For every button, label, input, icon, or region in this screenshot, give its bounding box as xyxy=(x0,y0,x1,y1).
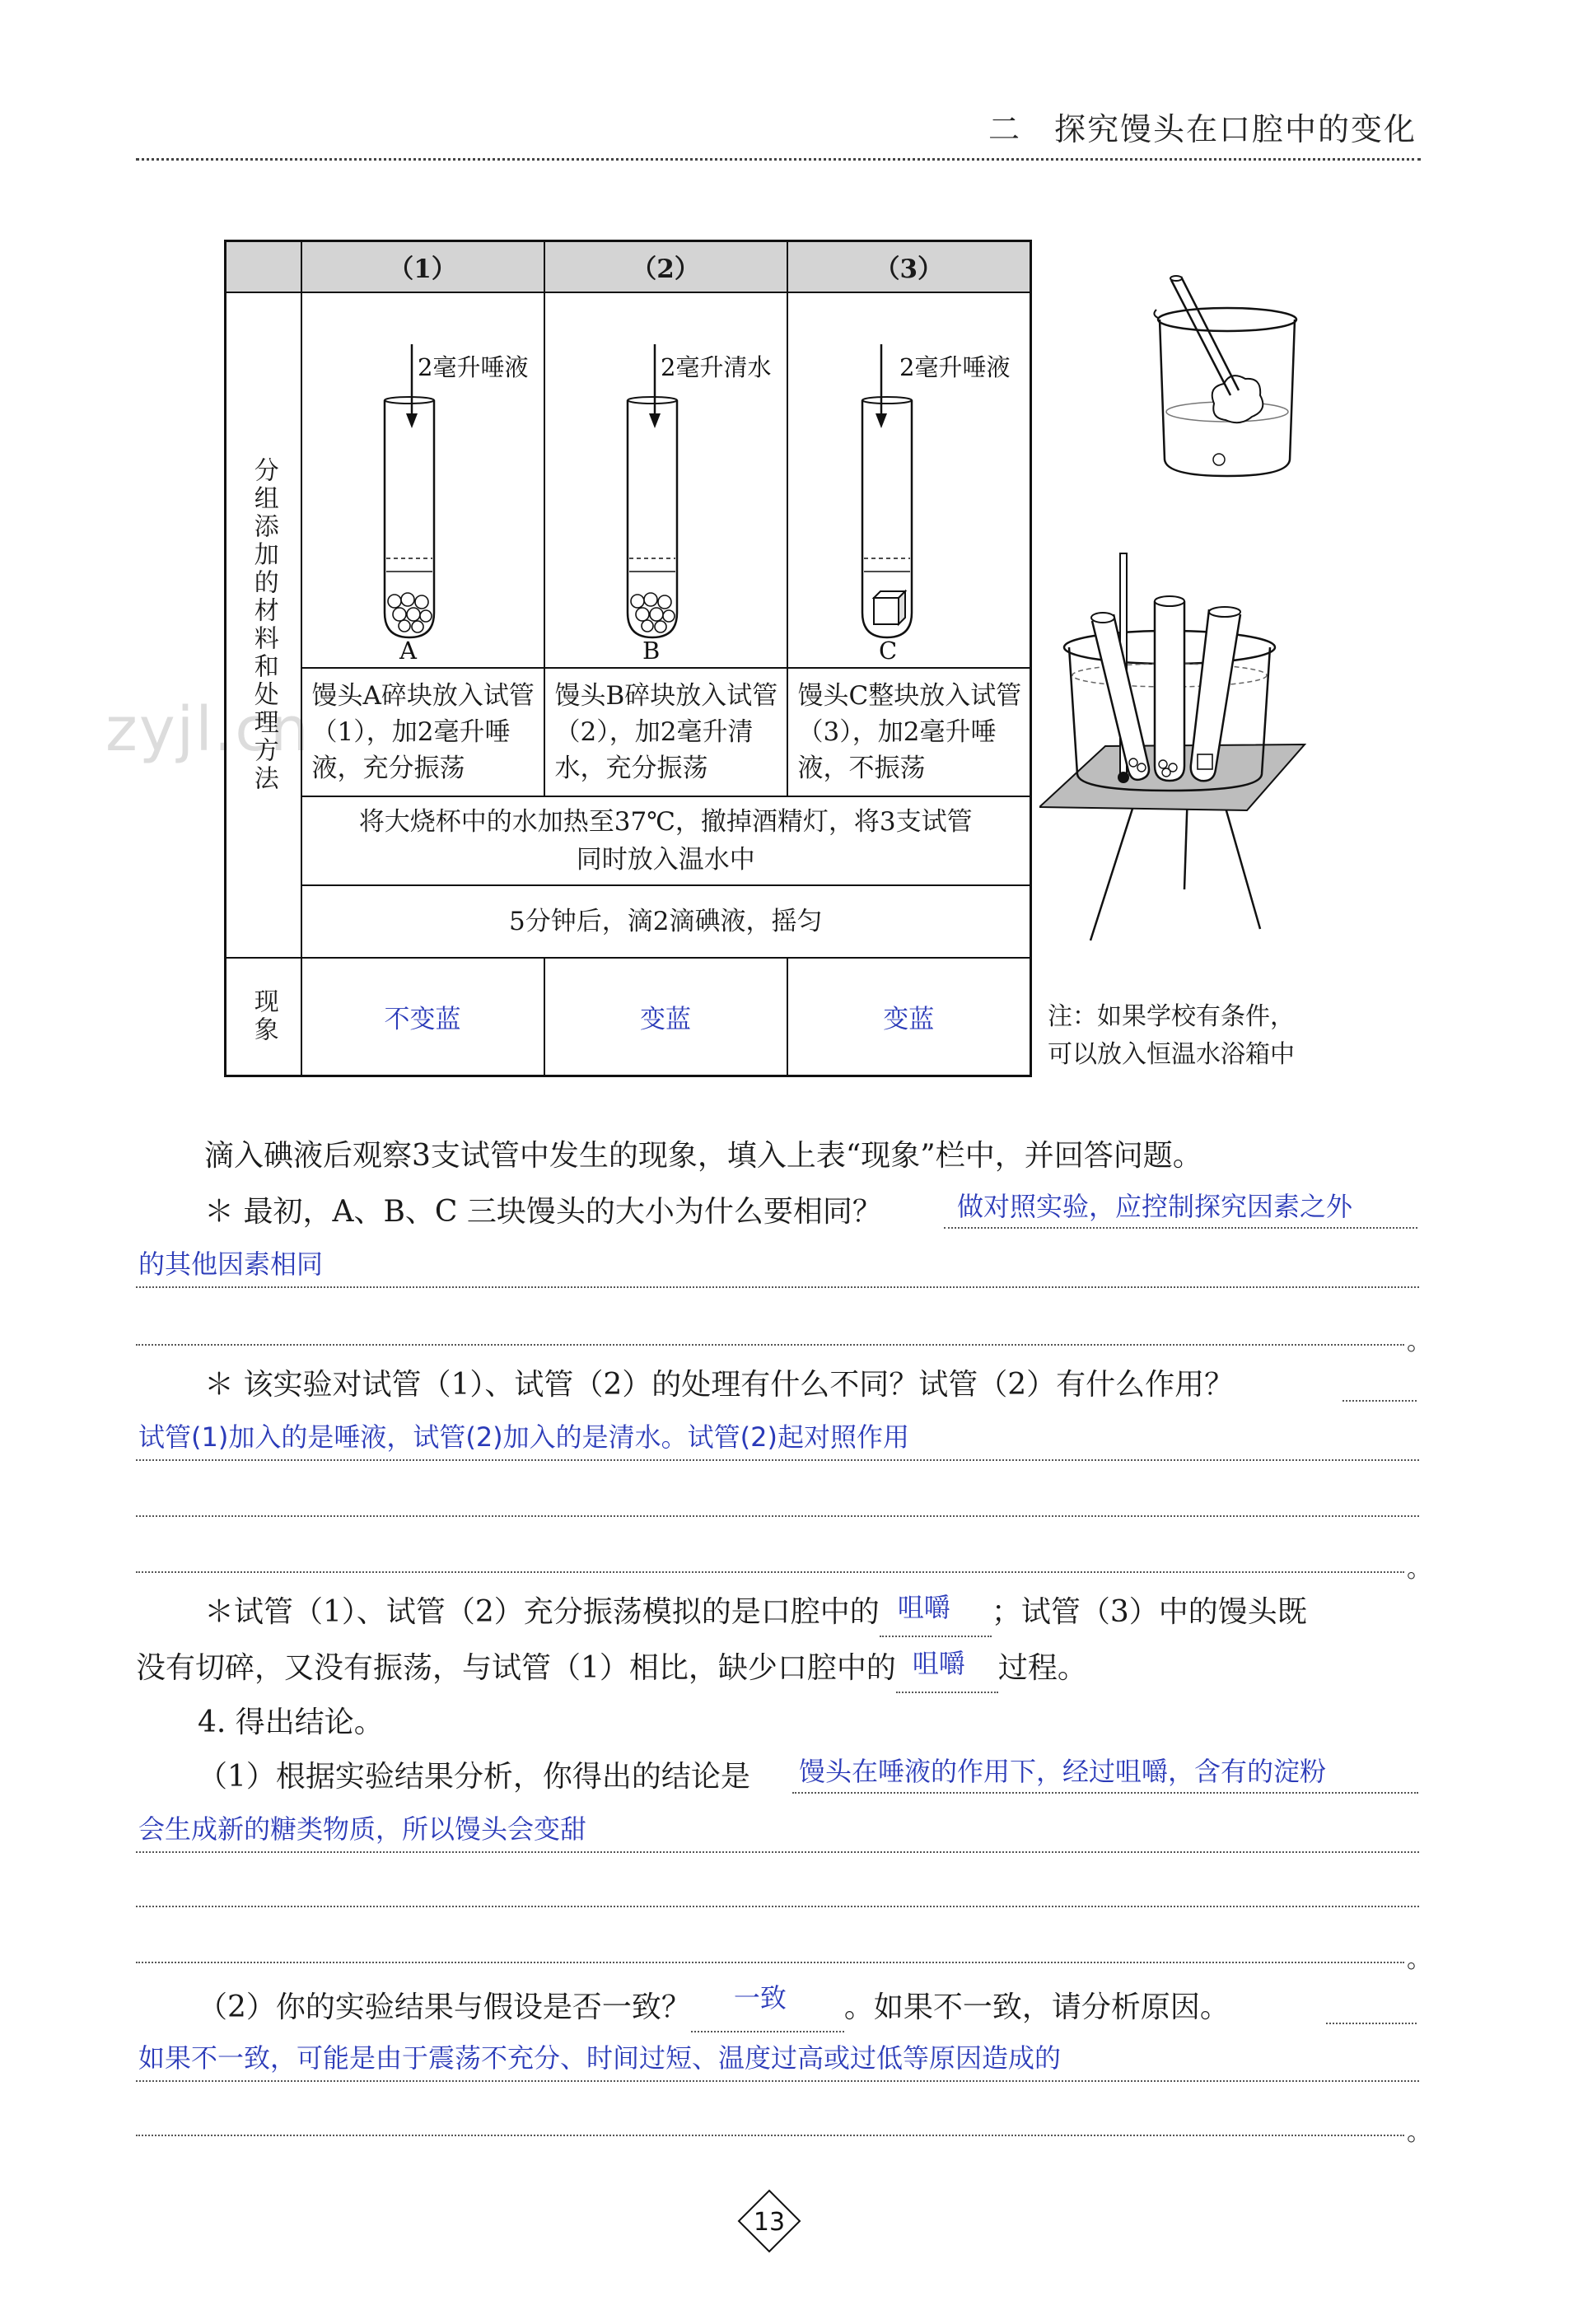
header-corner xyxy=(226,241,301,292)
consistency-blank[interactable] xyxy=(691,1982,844,2032)
question-3-part-4: 过程。 xyxy=(997,1651,1087,1685)
page-number: 13 xyxy=(753,2208,786,2237)
method-description-3: 馒头C整块放入试管（3），加2毫升唾液，不振荡 xyxy=(787,668,1031,796)
tube-cell-3 xyxy=(787,292,1031,668)
watermark: zyjl.cn xyxy=(105,694,311,765)
answer-line xyxy=(1326,2023,1417,2024)
test-tube-a-illustration xyxy=(302,293,545,667)
phenomenon-3: 变蓝 xyxy=(787,958,1031,1076)
answer-line xyxy=(136,1459,1419,1461)
answer-line xyxy=(136,2135,1404,2136)
phenomenon-1: 不变蓝 xyxy=(301,958,544,1076)
consistency-blank-answer: 一致 xyxy=(733,1982,787,2014)
answer-line xyxy=(136,1286,1419,1288)
test-tube-b-illustration xyxy=(545,293,788,667)
note-line-1: 注：如果学校有条件， xyxy=(1048,1002,1295,1031)
conclusion-1-question: （1）根据实验结果分析，你得出的结论是 xyxy=(198,1760,750,1794)
question-3-continued xyxy=(136,1645,1087,1693)
conclusion-2-part-1: （2）你的实验结果与假设是否一致？ xyxy=(198,1990,691,2024)
col-header-3: （3） xyxy=(787,241,1031,292)
chapter-title: 二 探究馒头在口腔中的变化 xyxy=(988,111,1417,147)
answer-line xyxy=(136,1962,1404,1963)
answer-line xyxy=(136,1851,1419,1853)
conclusion-1-answer-line-2[interactable]: 会生成新的糖类物质，所以馒头会变甜 xyxy=(138,1813,587,1845)
question-3-part-1: ＊试管（1）、试管（2）充分振荡模拟的是口腔中的 xyxy=(204,1595,880,1629)
water-bath-apparatus-illustration xyxy=(1039,544,1319,947)
reagent-label-a: 2毫升唾液 xyxy=(417,352,528,381)
col-header-1: （1） xyxy=(301,241,544,292)
tube-letter-c: C xyxy=(878,636,897,665)
reagent-label-b: 2毫升清水 xyxy=(660,352,771,381)
blank-2-answer: 咀嚼 xyxy=(912,1648,965,1679)
reagent-label-c: 2毫升唾液 xyxy=(899,352,1010,381)
conclusion-2-question xyxy=(198,1982,1230,2032)
question-1-answer-line-1[interactable]: 做对照实验，应控制探究因素之外 xyxy=(957,1191,1353,1222)
conclusion-1-answer-line-1[interactable]: 馒头在唾液的作用下，经过咀嚼，含有的淀粉 xyxy=(799,1756,1327,1787)
answer-line xyxy=(136,1571,1404,1573)
tube-cell-2 xyxy=(544,292,787,668)
answer-line xyxy=(1343,1400,1417,1402)
row-label-phenomenon-cell xyxy=(226,958,301,1076)
section-4-heading: 4. 得出结论。 xyxy=(198,1706,384,1739)
period-mark: 。 xyxy=(1407,2118,1431,2147)
answer-line xyxy=(136,1515,1419,1517)
row-label-methods-cell xyxy=(226,292,301,958)
conclusion-2-answer[interactable]: 如果不一致，可能是由于震荡不充分、时间过短、温度过高或过低等原因造成的 xyxy=(138,2042,1062,2074)
page-number-badge xyxy=(737,2189,801,2253)
question-3 xyxy=(204,1589,1307,1637)
period-mark: 。 xyxy=(1407,1555,1431,1584)
question-3-part-3: 没有切碎，又没有振荡，与试管（1）相比，缺少口腔中的 xyxy=(136,1651,896,1685)
row-label-phenomenon: 现象 xyxy=(249,988,278,1045)
header-divider xyxy=(136,158,1421,161)
col-header-2: （2） xyxy=(544,241,787,292)
intro-text: 滴入碘液后观察3支试管中发生的现象，填入上表“现象”栏中，并回答问题。 xyxy=(204,1139,1202,1173)
question-1-answer-line-2[interactable]: 的其他因素相同 xyxy=(138,1248,324,1280)
answer-line xyxy=(136,1344,1404,1346)
answer-line xyxy=(136,2080,1419,2082)
tube-letter-a: A xyxy=(399,636,417,665)
method-description-2: 馒头B碎块放入试管（2），加2毫升清水，充分振荡 xyxy=(544,668,787,796)
test-tube-c-illustration xyxy=(788,293,1032,667)
answer-line xyxy=(944,1227,1417,1229)
note-text xyxy=(1048,998,1295,1074)
blank-2[interactable] xyxy=(896,1645,998,1693)
answer-line xyxy=(136,1906,1419,1907)
blank-1-answer: 咀嚼 xyxy=(897,1592,950,1623)
blank-1[interactable] xyxy=(880,1589,992,1637)
step-heat: 将大烧杯中的水加热至37℃，撤掉酒精灯，将3支试管同时放入温水中 xyxy=(301,796,1031,885)
question-2: ＊ 该实验对试管（1）、试管（2）的处理有什么不同？试管（2）有什么作用？ xyxy=(204,1368,1235,1402)
method-description-1: 馒头A碎块放入试管（1），加2毫升唾液，充分振荡 xyxy=(301,668,544,796)
beaker-stirring-illustration xyxy=(1128,272,1326,494)
conclusion-2-part-2: 。如果不一致，请分析原因。 xyxy=(843,1990,1230,2024)
period-mark: 。 xyxy=(1407,1328,1431,1356)
step-iodine: 5分钟后，滴2滴碘液，摇匀 xyxy=(301,885,1031,958)
row-label-methods: 分组添加的材料和处理方法 xyxy=(249,456,278,793)
tube-letter-b: B xyxy=(642,636,660,665)
answer-line xyxy=(792,1792,1418,1794)
question-2-answer[interactable]: 试管(1)加入的是唾液，试管(2)加入的是清水。试管(2)起对照作用 xyxy=(138,1421,909,1453)
note-line-2: 可以放入恒温水浴箱中 xyxy=(1048,1040,1295,1069)
question-1: ＊ 最初，A、B、C 三块馒头的大小为什么要相同？ xyxy=(204,1195,882,1229)
phenomenon-2: 变蓝 xyxy=(544,958,787,1076)
tube-cell-1 xyxy=(301,292,544,668)
question-3-part-2: ；试管（3）中的馒头既 xyxy=(991,1595,1307,1629)
period-mark: 。 xyxy=(1407,1945,1431,1974)
experiment-table xyxy=(224,240,1032,1077)
